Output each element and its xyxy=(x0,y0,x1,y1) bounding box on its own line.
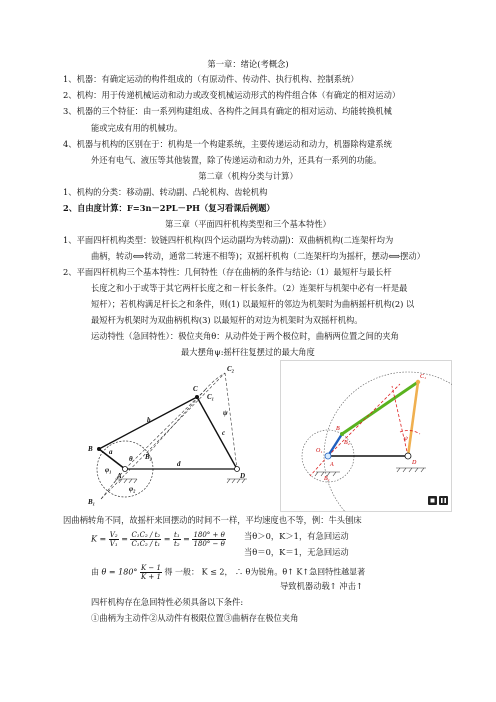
ch1-item-3: 3、机器的三个特征：由一系列构建组成、各构件之间具有确定的相对运动、均能转换机械 xyxy=(63,106,392,116)
four-bar-linkage-diagram xyxy=(85,365,255,510)
theta-consequence: 导致机器动载↑ 冲击↑ xyxy=(280,581,363,591)
ch2-item-2: 2、自由度计算：F=3n－2PL－PH（复习看课后例题） xyxy=(63,203,275,213)
label-D: D xyxy=(240,472,246,480)
theta-expr: θ = 180° xyxy=(101,567,138,577)
label-a: a xyxy=(109,448,113,456)
k-formula: K = $\frac{\text{V₂}}{\text{V₁}}$ = $\frac{\text{C₁C₂ / t₂}}{\text{C₁C₂ / t₁}}$ = $\frac{\text{t₁}}{\text{t₂}}$ = $\frac{180^\circ + \theta}{180^\circ - \theta}$ xyxy=(91,531,225,548)
ch3-item-1: 1、平面四杆机构类型：铰链四杆机构(四个运动副均为转动副)：双曲柄机构(二连架杆均为 xyxy=(63,235,394,245)
label-B: B xyxy=(88,445,93,453)
r-label-O1: O₁ xyxy=(316,448,323,454)
label-c: c xyxy=(222,429,226,437)
theta-rest: 得 一般： K ≤ 2， ∴ θ为锐角。θ↑ K↑急回特性越显著 xyxy=(164,567,366,577)
r-label-B: B xyxy=(336,426,340,432)
quick-return-conditions-list: ①曲柄为主动件②从动件有极限位置③曲柄存在极位夹角 xyxy=(91,613,299,623)
quick-return-note: 因曲柄转角不同，故摇杆来回摆动的时间不一样，平均速度也不等，例：牛头刨床 xyxy=(63,515,362,525)
r-label-B2: B₂ xyxy=(344,440,350,446)
chapter1-title: 第一章：绪论(考概念) xyxy=(207,59,289,69)
k-lhs: K = xyxy=(91,534,107,544)
joint-B xyxy=(97,447,101,451)
r-label-D: D xyxy=(412,460,417,466)
label-phi1: φ₁ xyxy=(105,466,112,474)
k-frac-2: $\frac{\text{C₁C₂ / t₂}}{\text{C₁C₂ / t₁}}$ xyxy=(131,531,161,548)
pause-button[interactable] xyxy=(439,496,448,505)
crank-rocker-animation-diagram xyxy=(280,360,452,512)
right-pivot-A xyxy=(325,453,331,459)
ch1-item-4-cont: 外还有电气、液压等其他装置，除了传递运动和动力外，还具有一系列的功能。 xyxy=(91,155,382,165)
right-joint-C xyxy=(416,380,420,384)
ch3-item-1-cont: 曲柄，转动⟺转动，通常二转速不相等)；双摇杆机构（二连架杆均为摇杆，摆动⟺摆动） xyxy=(91,251,426,261)
ch1-item-3-cont: 能或完成有用的机械功。 xyxy=(91,123,183,133)
r-label-B1: B₁ xyxy=(324,476,330,482)
label-psi: ψ xyxy=(223,409,228,417)
label-B2: B₂ xyxy=(145,453,153,461)
k-frac-1: $\frac{\text{V₂}}{\text{V₁}}$ xyxy=(109,531,118,548)
ch3-item-2: 2、平面四杆机构三个基本特性：几何特性（存在曲柄的条件与结论:（1）最短杆与最长杆 xyxy=(63,267,392,277)
ch1-item-4: 4、机器与机构的区别在于：机构是一个构建系统，主要传递运动和动力，机器除构建系统 xyxy=(63,139,392,149)
right-joint-B xyxy=(340,432,344,436)
chapter2-title: 第二章（机构分类与计算） xyxy=(198,171,298,181)
right-pivot-D xyxy=(405,453,411,459)
ch1-item-2: 2、机构：用于传递机械运动和动力或改变机械运动形式的构件组合体（有确定的相对运动） xyxy=(63,90,401,100)
quick-return-conditions-title: 四杆机构存在急回特性必须具备以下条件: xyxy=(91,597,244,607)
theta-frac: $\frac{K - 1}{K + 1}$ xyxy=(140,564,161,581)
r-label-C1: C₁ xyxy=(420,374,427,380)
label-b: b xyxy=(147,416,151,424)
label-C1: C₁ xyxy=(207,393,215,401)
motion-characteristic: 运动特性（急回特性）：极位夹角θ：从动件处于两个极位时，曲柄两位置之间的夹角 xyxy=(91,331,399,341)
ch3-item-2-cont3: 最短杆为机架时为双曲柄机构(3) 以最短杆的对边为机架时为双摇杆机构。 xyxy=(91,315,363,325)
ch3-item-2-cont1: 长度之和小于或等于其它两杆长度之和－杆长条件。（2）连架杆与机架中必有一杆是最 xyxy=(91,283,408,293)
ch3-item-2-cont2: 短杆）；若机构满足杆长之和条件，则(1) 以最短杆的邻边为机架时为曲柄摇杆机构(2) 以 xyxy=(91,299,415,309)
chapter3-title: 第三章（平面四杆机构类型和三个基本特性） xyxy=(165,219,331,229)
ground-hatch xyxy=(114,479,247,483)
joint-C xyxy=(195,395,199,399)
theta-prefix: 由 xyxy=(91,567,99,577)
k-frac-4: $\frac{180^\circ + \theta}{180^\circ - \theta}$ xyxy=(193,531,225,548)
label-d: d xyxy=(177,460,181,468)
pivot-A xyxy=(123,467,128,472)
rocker-link-c xyxy=(197,397,237,469)
r-label-A: A xyxy=(330,462,334,468)
condition-1: 当θ＞0，K＞1，有急回运动 xyxy=(244,531,349,541)
label-C: C xyxy=(193,385,198,393)
label-A: A xyxy=(117,472,122,480)
pivot-D xyxy=(235,467,240,472)
label-theta: θ xyxy=(129,455,133,463)
label-B1: B₁ xyxy=(88,498,96,506)
condition-2: 当θ＝0，K＝1，无急回运动 xyxy=(244,547,349,557)
label-phi2: φ₂ xyxy=(129,485,136,493)
label-C2: C₂ xyxy=(227,365,235,373)
theta-formula xyxy=(91,564,365,581)
ch1-item-1: 1、机器：有确定运动的构件组成的（有原动件、传动件、执行机构、控制系统） xyxy=(63,74,359,84)
r-label-psi: ψ xyxy=(404,436,408,442)
k-frac-3: $\frac{\text{t₁}}{\text{t₂}}$ xyxy=(174,531,180,548)
ch2-item-1: 1、机构的分类：移动副、转动副、凸轮机构、齿轮机构 xyxy=(63,187,268,197)
max-swing-angle: 最大摆角ψ:摇杆往复摆过的最大角度 xyxy=(181,347,315,357)
